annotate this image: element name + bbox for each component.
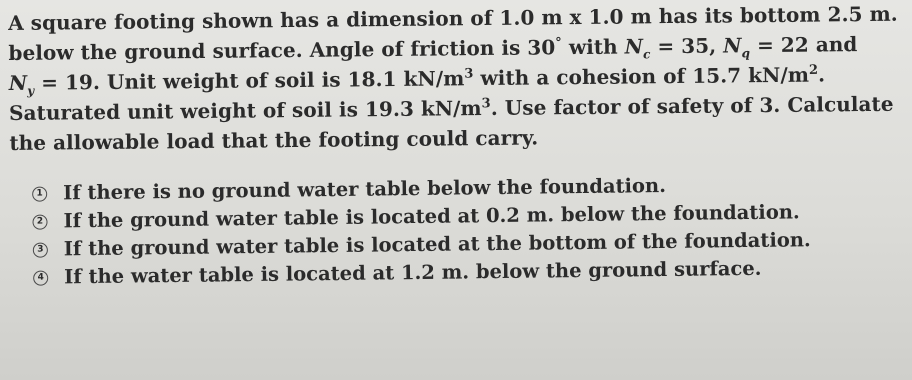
subscript-q: q bbox=[741, 46, 751, 61]
question-text: If the water table is located at 1.2 m. below the ground surface. bbox=[64, 256, 762, 289]
problem-text: with a cohesion of 15.7 kN/m bbox=[473, 62, 810, 91]
circled-number-icon: 2 bbox=[32, 214, 47, 229]
symbol-n: N bbox=[624, 34, 644, 59]
question-list bbox=[8, 169, 899, 292]
exponent: 2 bbox=[808, 62, 819, 78]
circled-number-icon: 1 bbox=[32, 186, 47, 201]
question-text: If there is no ground water table below the foundation. bbox=[63, 173, 667, 205]
symbol-n: N bbox=[723, 33, 742, 58]
problem-statement bbox=[8, 0, 900, 158]
problem-text: = 22 and bbox=[749, 32, 858, 58]
exponent: 3 bbox=[481, 96, 491, 112]
problem-text: = 19. Unit weight of soil is 18.1 kN/m bbox=[34, 66, 465, 95]
circled-number-icon: 4 bbox=[33, 270, 48, 285]
degree-symbol: ° bbox=[555, 35, 562, 51]
question-text: If the ground water table is located at the bottom of the foundation. bbox=[63, 228, 811, 261]
problem-text: the allowable load that the footing could carry. bbox=[9, 125, 539, 155]
subscript-y: y bbox=[27, 83, 35, 98]
problem-text: . Use factor of safety of 3. Calculate bbox=[490, 91, 894, 120]
question-text: If the ground water table is located at 0.2 m. below the foundation. bbox=[63, 200, 800, 233]
problem-text: . bbox=[817, 62, 826, 87]
problem-text: Saturated unit weight of soil is 19.3 kN/m bbox=[8, 96, 482, 125]
subscript-c: c bbox=[643, 47, 651, 62]
symbol-n: N bbox=[8, 70, 28, 95]
problem-text: A square footing shown has a dimension of 1.0 m x 1.0 m has its bottom 2.5 m. bbox=[8, 1, 898, 35]
problem-text: with bbox=[561, 34, 625, 60]
problem-text: = 35, bbox=[650, 33, 724, 59]
circled-number-icon: 3 bbox=[33, 242, 48, 257]
problem-text: below the ground surface. Angle of friction is 30 bbox=[8, 35, 556, 65]
exponent: 3 bbox=[464, 66, 474, 82]
